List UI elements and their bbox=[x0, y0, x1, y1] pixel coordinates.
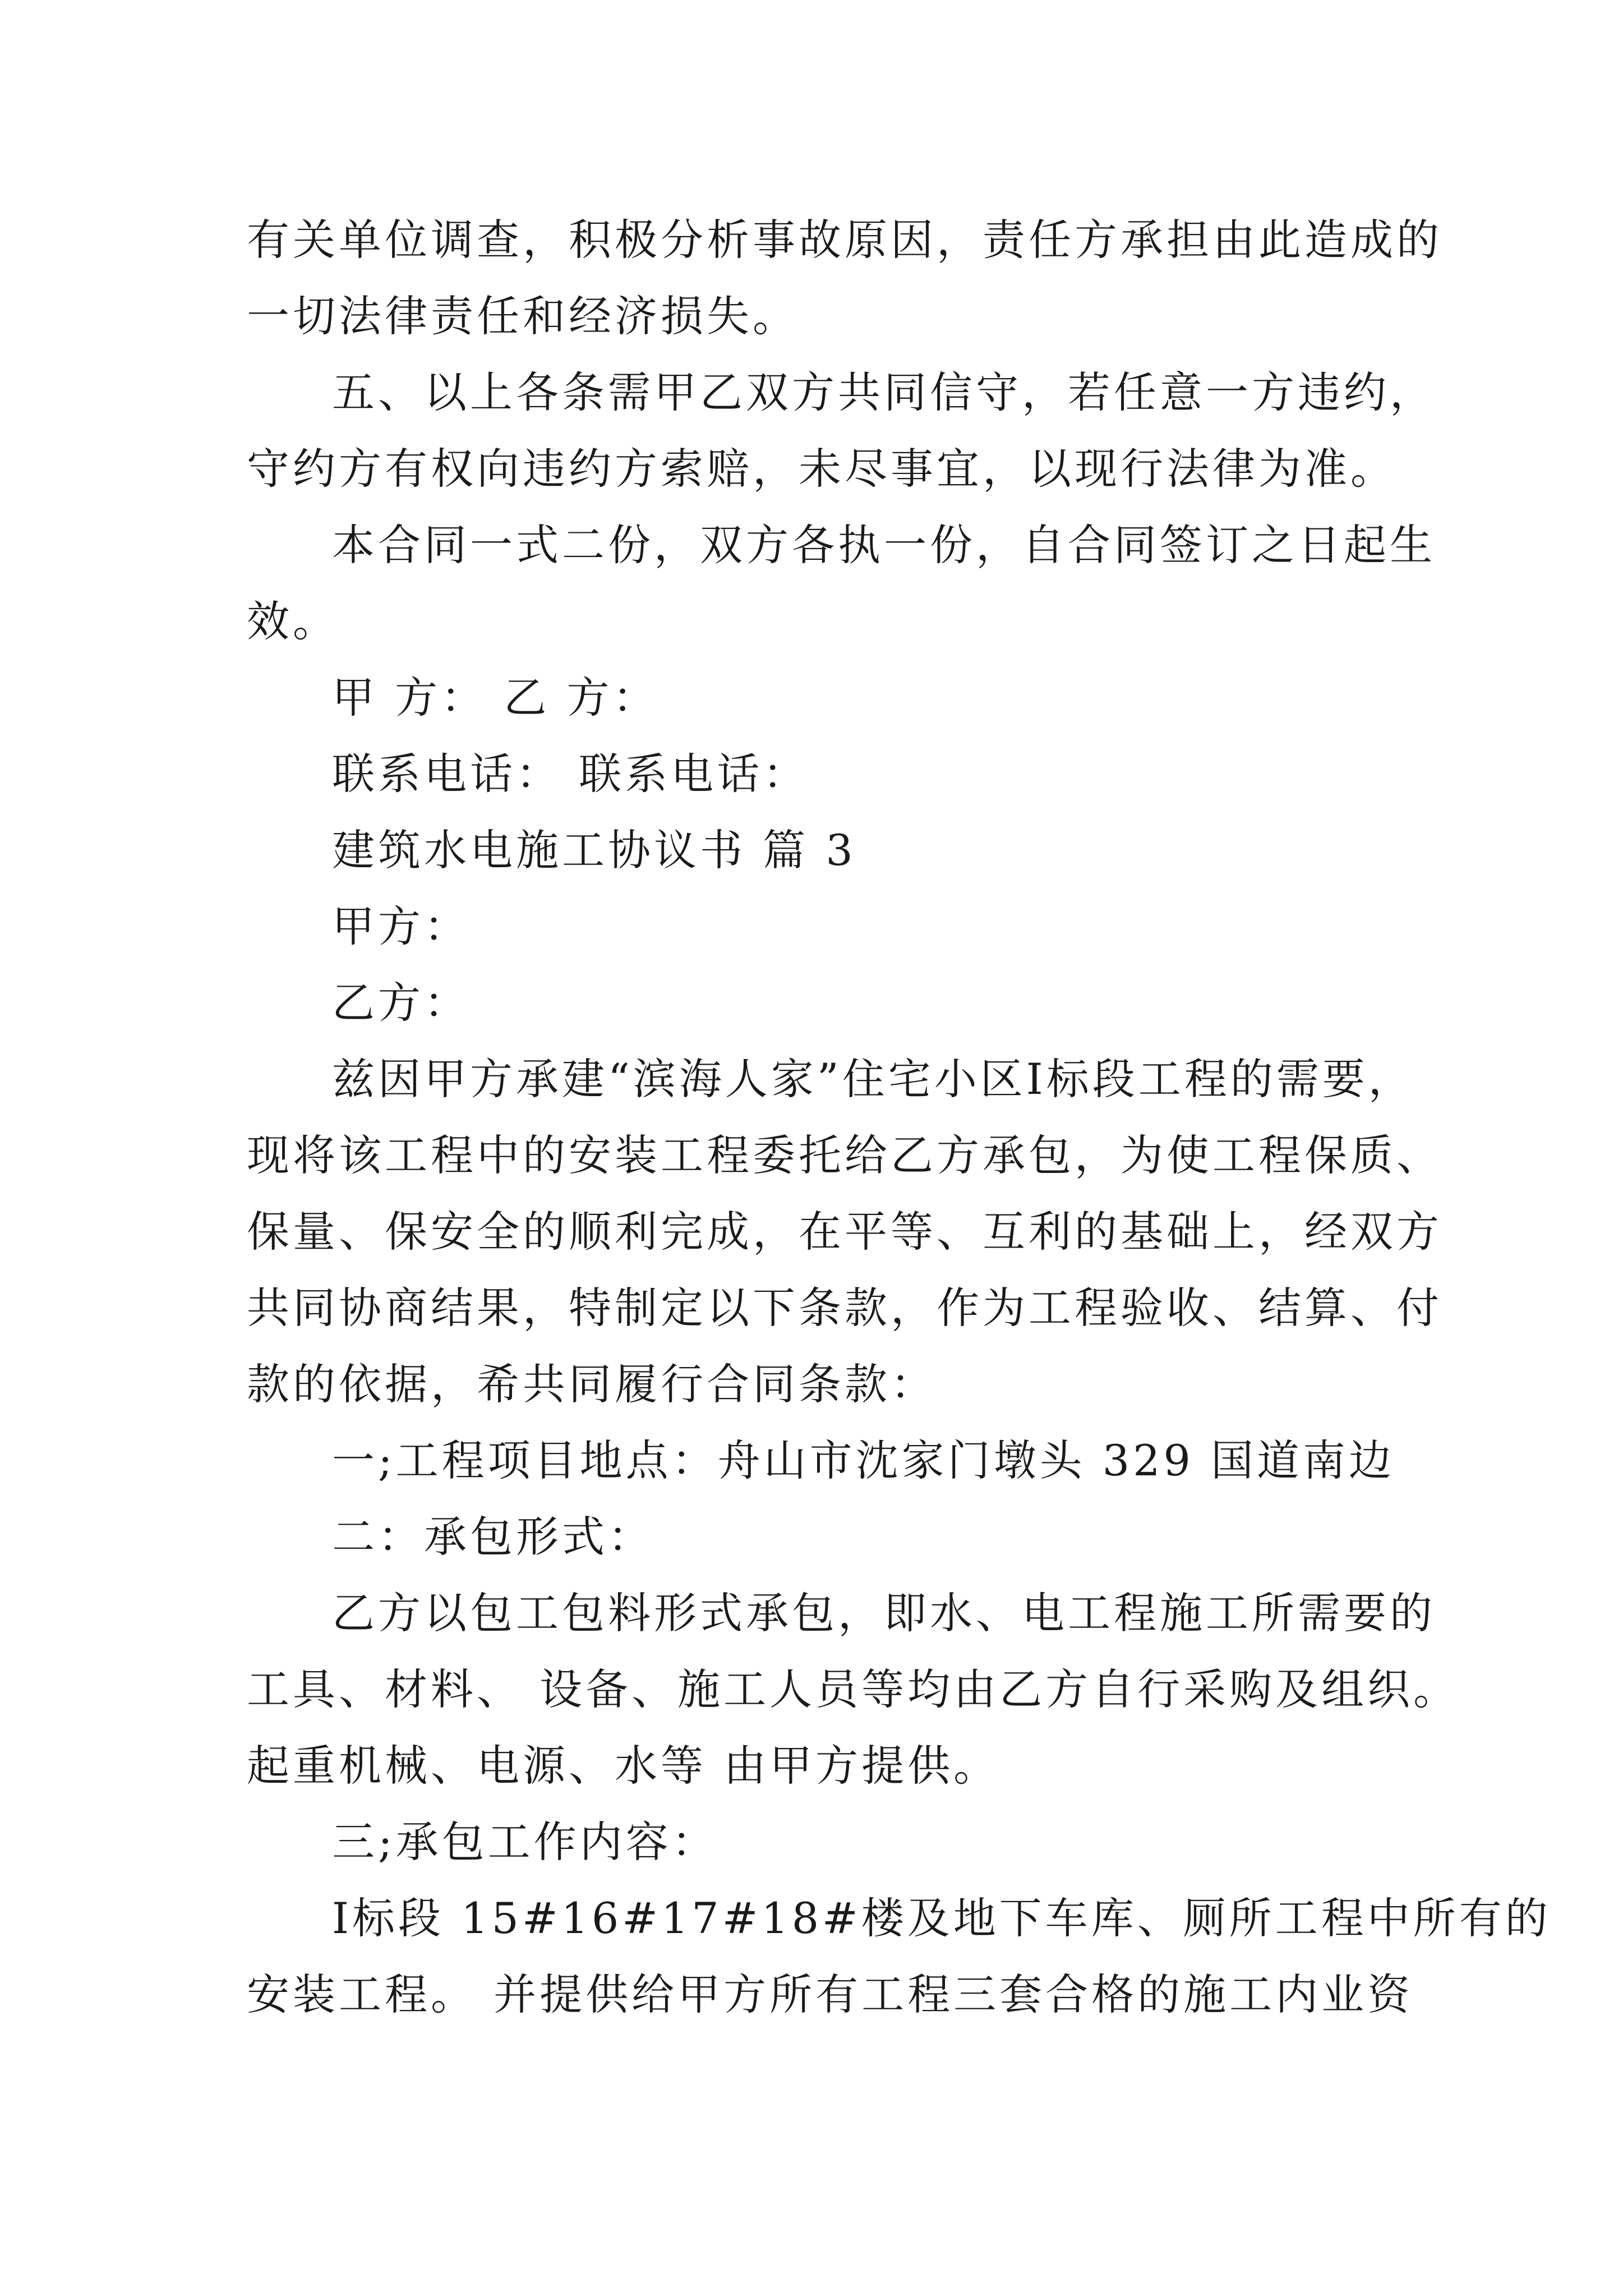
text-line: 五、以上各条需甲乙双方共同信守，若任意一方违约， bbox=[332, 367, 1436, 417]
clause-line: 一;工程项目地点：舟山市沈家门墩头 329 国道南边 bbox=[332, 1435, 1395, 1485]
party-labels-line: 甲 方： 乙 方： bbox=[332, 673, 659, 723]
text-line: 保量、保安全的顺利完成，在平等、互利的基础上，经双方 bbox=[247, 1207, 1442, 1257]
text-line: 款的依据，希共同履行合同条款： bbox=[247, 1359, 937, 1409]
text-line: 守约方有权向违约方索赔，未尽事宜，以现行法律为准。 bbox=[247, 444, 1396, 494]
text-line: 安装工程。 并提供给甲方所有工程三套合格的施工内业资 bbox=[247, 1970, 1414, 2019]
text-line: 兹因甲方承建“滨海人家”住宅小区Ⅰ标段工程的需要， bbox=[332, 1054, 1414, 1104]
text-line: 现将该工程中的安装工程委托给乙方承包，为使工程保质、 bbox=[247, 1130, 1442, 1180]
party-a-label: 甲方： bbox=[332, 901, 470, 951]
party-b-label: 乙方： bbox=[332, 978, 470, 1028]
text-line: 效。 bbox=[247, 596, 339, 646]
text-line: Ⅰ标段 15#16#17#18#楼及地下车库、厕所工程中所有的 bbox=[332, 1893, 1551, 1943]
text-line: 工具、材料、 设备、施工人员等均由乙方自行采购及组织。 bbox=[247, 1664, 1460, 1714]
text-line: 一切法律责任和经济损失。 bbox=[247, 291, 799, 341]
clause-line: 三;承包工作内容： bbox=[332, 1817, 718, 1867]
text-line: 有关单位调查，积极分析事故原因，责任方承担由此造成的 bbox=[247, 215, 1442, 265]
text-line: 共同协商结果，特制定以下条款，作为工程验收、结算、付 bbox=[247, 1283, 1442, 1333]
text-line: 起重机械、电源、水等 由甲方提供。 bbox=[247, 1741, 1000, 1791]
clause-line: 二：承包形式： bbox=[332, 1512, 654, 1562]
text-line: 乙方以包工包料形式承包，即水、电工程施工所需要的 bbox=[332, 1588, 1436, 1638]
document-body bbox=[247, 202, 1551, 2033]
section-heading: 建筑水电施工协议书 篇 3 bbox=[332, 825, 856, 875]
text-line: 本合同一式二份，双方各执一份，自合同签订之日起生 bbox=[332, 520, 1436, 570]
phone-labels-line: 联系电话： 联系电话： bbox=[332, 749, 809, 799]
